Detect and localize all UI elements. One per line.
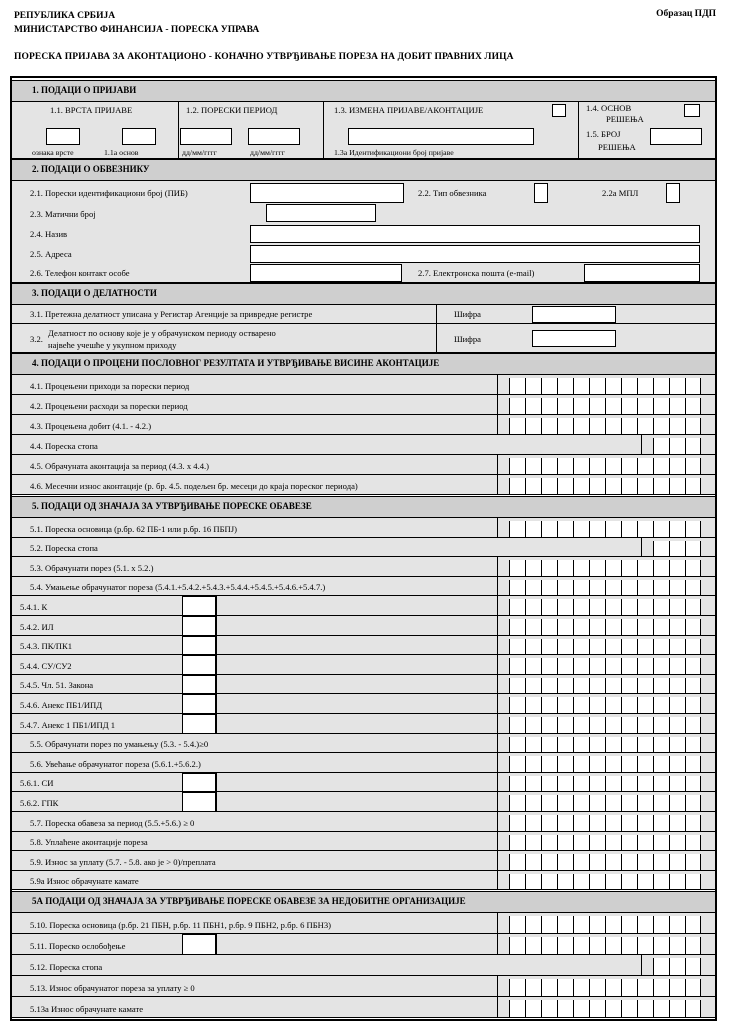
sub-code-input[interactable] bbox=[182, 694, 216, 714]
table-row bbox=[12, 435, 715, 455]
amount-input[interactable] bbox=[509, 717, 701, 734]
table-row bbox=[12, 734, 715, 754]
row-label: 4.3. Процењена добит (4.1. - 4.2.) bbox=[30, 421, 152, 431]
period-to-label: дд/мм/гггг bbox=[250, 148, 285, 157]
section-2-header: 2. ПОДАЦИ О ОБВЕЗНИКУ bbox=[12, 159, 715, 181]
issuer-header bbox=[14, 9, 259, 37]
amount-input[interactable] bbox=[509, 937, 701, 955]
application-id-label: 1.3а Идентификациони број пријаве bbox=[334, 148, 454, 157]
field-1-4-label: 1.4. ОСНОВ bbox=[586, 103, 632, 113]
row-label: 5.4.7. Анекс 1 ПБ1/ИПД 1 bbox=[20, 719, 116, 730]
row-label: 5.6. Увећање обрачунатог пореза (5.6.1.+5.6.2.) bbox=[30, 758, 201, 769]
amount-input[interactable] bbox=[509, 795, 701, 812]
table-row bbox=[12, 913, 715, 934]
amount-input[interactable] bbox=[509, 580, 701, 597]
amount-input[interactable] bbox=[509, 639, 701, 656]
table-row bbox=[12, 934, 715, 955]
row-label: 4.1. Процењени приходи за порески период bbox=[30, 381, 190, 391]
row-label: 5.4.1. К bbox=[20, 601, 48, 612]
field-1-3-box[interactable] bbox=[552, 104, 566, 117]
table-row bbox=[12, 832, 715, 852]
amount-input[interactable] bbox=[509, 560, 701, 577]
row-label: 5.2. Пореска стопа bbox=[30, 543, 98, 554]
table-row bbox=[12, 616, 715, 636]
field-2-4-label: 2.4. Назив bbox=[30, 229, 68, 239]
field-1-5-input[interactable] bbox=[650, 128, 702, 145]
period-from-label: дд/мм/гггг bbox=[182, 148, 217, 157]
section-5-header: 5. ПОДАЦИ ОД ЗНАЧАЈА ЗА УТВРЂИВАЊЕ ПОРЕСКЕ ОБАВЕЗЕ bbox=[12, 496, 715, 518]
table-row bbox=[12, 375, 715, 395]
amount-input[interactable] bbox=[509, 776, 701, 793]
name-input[interactable] bbox=[250, 225, 700, 243]
amount-input[interactable] bbox=[509, 835, 701, 852]
table-row bbox=[12, 636, 715, 656]
table-row bbox=[12, 415, 715, 435]
table-row bbox=[12, 997, 715, 1018]
table-row bbox=[12, 596, 715, 616]
amount-input[interactable] bbox=[509, 678, 701, 695]
section-3-header: 3. ПОДАЦИ О ДЕЛАТНОСТИ bbox=[12, 283, 715, 305]
table-row bbox=[12, 714, 715, 734]
row-label: 5.5. Обрачунати порез по умањењу (5.3. - 5.4.)≥0 bbox=[30, 739, 209, 750]
mpl-input[interactable] bbox=[666, 183, 680, 203]
table-row bbox=[12, 851, 715, 871]
amount-input[interactable] bbox=[653, 438, 701, 455]
amount-input[interactable] bbox=[509, 1000, 701, 1018]
field-1-2-label: 1.2. ПОРЕСКИ ПЕРИОД bbox=[186, 105, 278, 115]
activity-code-input-2[interactable] bbox=[532, 330, 616, 347]
field-3-1-label: 3.1. Претежна делатност уписана у Регистар Агенције за привредне регистре bbox=[30, 309, 313, 319]
row-label: 5.13а Износ обрачунате камате bbox=[30, 1004, 144, 1014]
row-label: 5.4.2. ИЛ bbox=[20, 621, 54, 632]
sub-code-input[interactable] bbox=[182, 616, 216, 636]
activity-code-label-2: Шифра bbox=[454, 334, 481, 344]
field-2-5-label: 2.5. Адреса bbox=[30, 249, 72, 259]
period-from-input[interactable] bbox=[180, 128, 232, 145]
row-label: 4.5. Обрачуната аконтација за период (4.3. х 4.4.) bbox=[30, 461, 210, 471]
row-label: 5.9. Износ за уплату (5.7. - 5.8. ако је > 0)/преплата bbox=[30, 856, 216, 867]
amount-input[interactable] bbox=[653, 541, 701, 558]
table-row bbox=[12, 976, 715, 997]
row-label: 5.4.5. Чл. 51. Закона bbox=[20, 680, 94, 691]
field-3-2-label-2: највеће учешће у укупном приходу bbox=[48, 340, 177, 350]
row-label: 4.2. Процењени расходи за порески период bbox=[30, 401, 188, 411]
table-row bbox=[12, 475, 715, 495]
amount-input[interactable] bbox=[509, 854, 701, 871]
table-row bbox=[12, 753, 715, 773]
phone-input[interactable] bbox=[250, 264, 402, 282]
field-1-4-label-b: РЕШЕЊА bbox=[606, 114, 644, 124]
row-label: 5.4. Умањење обрачунатог пореза (5.4.1.+5.4.2.+5.4.3.+5.4.4.+5.4.5.+5.4.6.+5.4.7.) bbox=[30, 582, 326, 593]
application-id-input[interactable] bbox=[348, 128, 534, 145]
table-row bbox=[12, 557, 715, 577]
table-row bbox=[12, 577, 715, 597]
section-5a-header: 5А ПОДАЦИ ОД ЗНАЧАЈА ЗА УТВРЂИВАЊЕ ПОРЕСКЕ ОБАВЕЗЕ ЗА НЕДОБИТНЕ ОРГАНИЗАЦИЈЕ bbox=[12, 891, 715, 913]
amount-input[interactable] bbox=[509, 979, 701, 997]
table-row bbox=[12, 655, 715, 675]
row-label: 5.1. Пореска основица (р.бр. 62 ПБ-1 или р.бр. 16 ПБПЈ) bbox=[30, 523, 237, 534]
amount-input[interactable] bbox=[509, 458, 701, 475]
field-2-3-label: 2.3. Матични број bbox=[30, 209, 96, 219]
table-row bbox=[12, 955, 715, 976]
table-row bbox=[12, 395, 715, 415]
sub-code-input[interactable] bbox=[182, 934, 216, 955]
basis-label: 1.1а основ bbox=[104, 148, 139, 157]
amount-input[interactable] bbox=[509, 916, 701, 934]
amount-input[interactable] bbox=[509, 521, 701, 538]
amount-input[interactable] bbox=[509, 478, 701, 495]
ministry-name: МИНИСТАРСТВО ФИНАНСИЈА - ПОРЕСКА УПРАВА bbox=[14, 25, 260, 35]
field-1-3-label: 1.3. ИЗМЕНА ПРИЈАВЕ/АКОНТАЦИЈЕ bbox=[334, 105, 484, 115]
row-label: 5.4.6. Анекс ПБ1/ИПД bbox=[20, 699, 103, 710]
row-label: 5.8. Уплаћене аконтације пореза bbox=[30, 837, 148, 848]
table-row bbox=[12, 538, 715, 558]
pib-input[interactable] bbox=[250, 183, 404, 203]
amount-input[interactable] bbox=[509, 619, 701, 636]
form-title: ПОРЕСКА ПРИЈАВА ЗА АКОНТАЦИОНО - КОНАЧНО УТВРЂИВАЊЕ ПОРЕЗА НА ДОБИТ ПРАВНИХ ЛИЦА bbox=[14, 52, 514, 62]
field-3-1-row bbox=[12, 305, 715, 324]
amount-input[interactable] bbox=[509, 815, 701, 832]
republic-name: РЕПУБЛИКА СРБИЈА bbox=[14, 11, 116, 21]
row-label: 5.9а Износ обрачунате камате bbox=[30, 876, 139, 887]
type-mark-input[interactable] bbox=[46, 128, 80, 145]
field-1-1-label: 1.1. ВРСТА ПРИЈАВЕ bbox=[50, 105, 133, 115]
sub-code-input[interactable] bbox=[182, 714, 216, 734]
email-input[interactable] bbox=[584, 264, 700, 282]
basis-input[interactable] bbox=[122, 128, 156, 145]
row-label: 5.6.1. СИ bbox=[20, 778, 54, 789]
row-label: 4.4. Пореска стопа bbox=[30, 441, 98, 451]
field-1-5-label-b: РЕШЕЊА bbox=[598, 142, 636, 152]
amount-input[interactable] bbox=[509, 874, 701, 891]
table-row bbox=[12, 792, 715, 812]
field-2-1-label: 2.1. Порески идентификациони број (ПИБ) bbox=[30, 188, 188, 198]
amount-input[interactable] bbox=[509, 378, 701, 395]
field-2-2a-label: 2.2а МПЛ bbox=[602, 188, 639, 198]
field-2-7-label: 2.7. Електронска пошта (e-mail) bbox=[418, 268, 535, 278]
row-label: 5.3. Обрачунати порез (5.1. х 5.2.) bbox=[30, 562, 154, 573]
form-code: Образац ПДП bbox=[656, 9, 716, 19]
section-4-header: 4. ПОДАЦИ О ПРОЦЕНИ ПОСЛОВНОГ РЕЗУЛТАТА И УТВРЂИВАЊЕ ВИСИНЕ АКОНТАЦИЈЕ bbox=[12, 353, 715, 375]
amount-input[interactable] bbox=[509, 737, 701, 754]
table-row bbox=[12, 812, 715, 832]
section-2-body bbox=[12, 181, 715, 283]
row-label: 5.4.3. ПК/ПК1 bbox=[20, 641, 73, 652]
row-label: 5.12. Пореска стопа bbox=[30, 962, 103, 972]
sub-code-input[interactable] bbox=[182, 636, 216, 656]
field-2-2-label: 2.2. Тип обвезника bbox=[418, 188, 487, 198]
taxpayer-type-input[interactable] bbox=[534, 183, 548, 203]
amount-input[interactable] bbox=[509, 599, 701, 616]
row-label: 5.10. Пореска основица (р.бр. 21 ПБН, р.бр. 11 ПБН1, р.бр. 9 ПБН2, р.бр. 6 ПБН3) bbox=[30, 920, 332, 930]
sub-code-input[interactable] bbox=[182, 792, 216, 812]
row-label: 5.7. Пореска обавеза за период (5.5.+5.6.) ≥ 0 bbox=[30, 817, 195, 828]
registration-number-input[interactable] bbox=[266, 204, 376, 222]
field-3-2-label-1: Делатност по основу које је у обрачунском периоду остварено bbox=[48, 328, 276, 338]
amount-input[interactable] bbox=[509, 398, 701, 415]
table-row bbox=[12, 518, 715, 538]
activity-code-label-1: Шифра bbox=[454, 309, 481, 319]
row-label: 5.4.4. СУ/СУ2 bbox=[20, 660, 72, 671]
sub-code-input[interactable] bbox=[182, 596, 216, 616]
row-label: 4.6. Месечни износ аконтације (р. бр. 4.5. подељен бр. месеци до краја пореског периода) bbox=[30, 481, 358, 491]
field-3-2-row bbox=[12, 324, 715, 353]
row-label: 5.6.2. ГПК bbox=[20, 797, 59, 808]
period-to-input[interactable] bbox=[248, 128, 300, 145]
table-row bbox=[12, 675, 715, 695]
amount-input[interactable] bbox=[653, 958, 701, 976]
sub-code-input[interactable] bbox=[182, 773, 216, 793]
activity-code-input-1[interactable] bbox=[532, 306, 616, 323]
row-label: 5.11. Пореско ослобођење bbox=[30, 941, 126, 951]
sub-code-input[interactable] bbox=[182, 675, 216, 695]
table-row bbox=[12, 871, 715, 891]
field-1-4-box[interactable] bbox=[684, 104, 700, 117]
table-row bbox=[12, 773, 715, 793]
row-label: 5.13. Износ обрачунатог пореза за уплату ≥ 0 bbox=[30, 983, 195, 993]
amount-input[interactable] bbox=[509, 697, 701, 714]
section-1-header: 1. ПОДАЦИ О ПРИЈАВИ bbox=[12, 80, 715, 102]
sub-code-input[interactable] bbox=[182, 655, 216, 675]
amount-input[interactable] bbox=[509, 418, 701, 435]
field-2-6-label: 2.6. Телефон контакт особе bbox=[30, 268, 130, 278]
field-1-5-label: 1.5. БРОЈ bbox=[586, 129, 621, 139]
type-mark-label: ознака врсте bbox=[32, 148, 74, 157]
table-row bbox=[12, 694, 715, 714]
table-row bbox=[12, 455, 715, 475]
address-input[interactable] bbox=[250, 245, 700, 263]
field-3-2-number: 3.2. bbox=[30, 334, 43, 344]
section-1-body bbox=[12, 102, 715, 159]
amount-input[interactable] bbox=[509, 658, 701, 675]
amount-input[interactable] bbox=[509, 756, 701, 773]
